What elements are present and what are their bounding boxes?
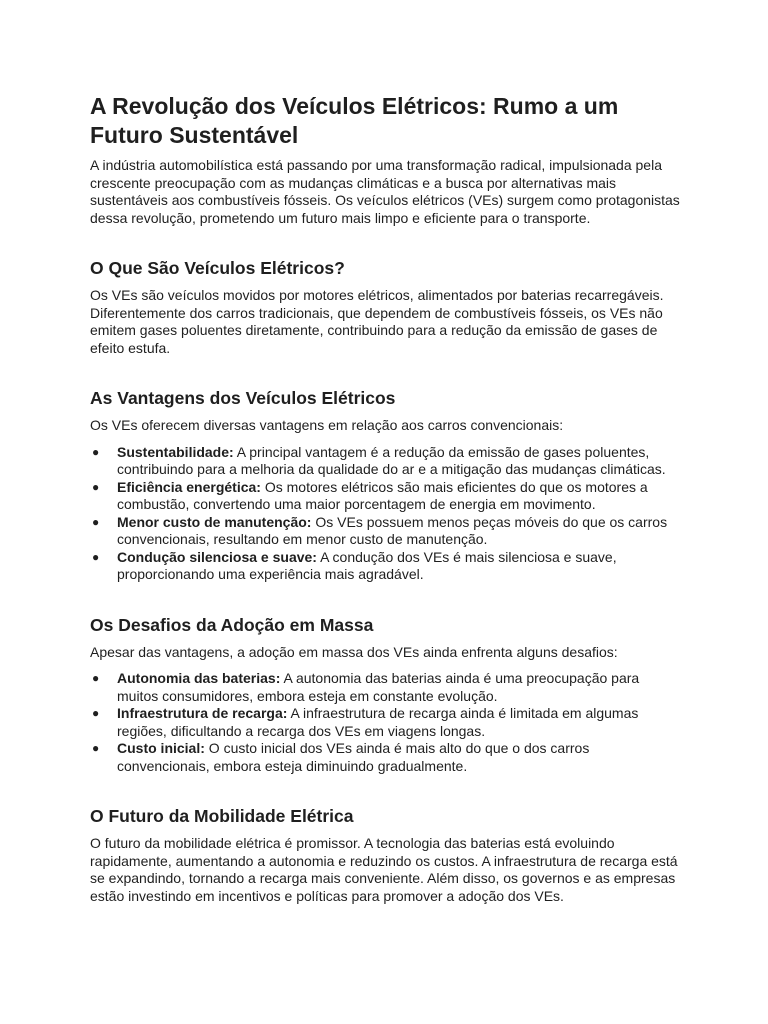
list-item [90,740,680,775]
document-title: A Revolução dos Veículos Elétricos: Rumo a um Futuro Sustentável [90,93,619,148]
list-item-term: Infraestrutura de recarga: [117,705,288,721]
list-item-text: Os VEs possuem menos peças móveis do que os carros convencionais, resultando em menor custo de manutenção. [117,513,668,547]
list-item-text: Os motores elétricos são mais eficientes do que os motores a combustão, convertendo uma maior porcentagem de energia em movimento. [117,478,648,512]
heading-future: O Futuro da Mobilidade Elétrica [90,806,354,826]
bullet-icon: ● [92,671,100,685]
list-item-term: Condução silenciosa e suave: [117,548,317,565]
list-item [90,670,680,705]
list-item [90,444,680,479]
challenges-list [90,670,680,775]
list-item-text: O custo inicial dos VEs ainda é mais alto do que o dos carros convencionais, embora esteja diminuindo gradualmente. [117,740,590,774]
list-item [90,549,680,584]
bullet-icon: ● [92,706,100,720]
heading-advantages: As Vantagens dos Veículos Elétricos [90,388,396,408]
list-item-text: A principal vantagem é a redução da emissão de gases poluentes, contribuindo para a melhoria da qualidade do ar e a mitigação das mudanças climáticas. [117,443,666,477]
bullet-icon: ● [92,741,100,755]
list-item-text: A condução dos VEs é mais silenciosa e suave, proporcionando uma experiência mais agradável. [117,548,617,582]
advantages-lead: Os VEs oferecem diversas vantagens em relação aos carros convencionais: [90,417,564,433]
list-item-text: A infraestrutura de recarga ainda é limitada em algumas regiões, dificultando a recarga dos VEs em viagens longas. [117,705,639,739]
list-item-term: Custo inicial: [117,740,205,756]
list-item-term: Sustentabilidade: [117,443,234,460]
bullet-icon: ● [92,549,100,564]
intro-paragraph: A indústria automobilística está passando por uma transformação radical, impulsionada pela crescente preocupação com as mudanças climáticas e a busca por alternativas mais sustentáveis aos combustíveis fósseis. Os veículos elétricos (VEs) surgem como protagonistas dessa revolução, prometendo um futuro mais limpo e eficiente para o transporte. [90,157,680,226]
bullet-icon: ● [92,479,100,494]
list-item [90,514,680,549]
list-item-text: A autonomia das baterias ainda é uma preocupação para muitos consumidores, embora esteja em constante evolução. [117,670,640,704]
heading-what-are-evs: O Que São Veículos Elétricos? [90,258,345,278]
bullet-icon: ● [92,444,100,459]
heading-challenges: Os Desafios da Adoção em Massa [90,614,374,635]
list-item-term: Autonomia das baterias: [117,670,281,686]
list-item-term: Menor custo de manutenção: [117,513,312,530]
bullet-icon: ● [92,514,100,529]
challenges-lead: Apesar das vantagens, a adoção em massa dos VEs ainda enfrenta alguns desafios: [90,643,618,660]
what-are-evs-paragraph: Os VEs são veículos movidos por motores elétricos, alimentados por baterias recarregáveis. Diferentemente dos carros tradicionais, que dependem de combustíveis fósseis, os VEs não emitem gases poluentes diretamente, contribuindo para a redução da emissão de gases de efeito estufa. [90,287,664,356]
advantages-list [90,444,680,584]
list-item [90,479,680,514]
list-item [90,705,680,740]
list-item-term: Eficiência energética: [117,478,261,495]
future-paragraph: O futuro da mobilidade elétrica é promissor. A tecnologia das baterias está evoluindo rapidamente, aumentando a autonomia e reduzindo os custos. A infraestrutura de recarga está se expandindo, tornando a recarga mais conveniente. Além disso, os governos e as empresas estão investindo em incentivos e políticas para promover a adoção dos VEs. [90,835,678,904]
